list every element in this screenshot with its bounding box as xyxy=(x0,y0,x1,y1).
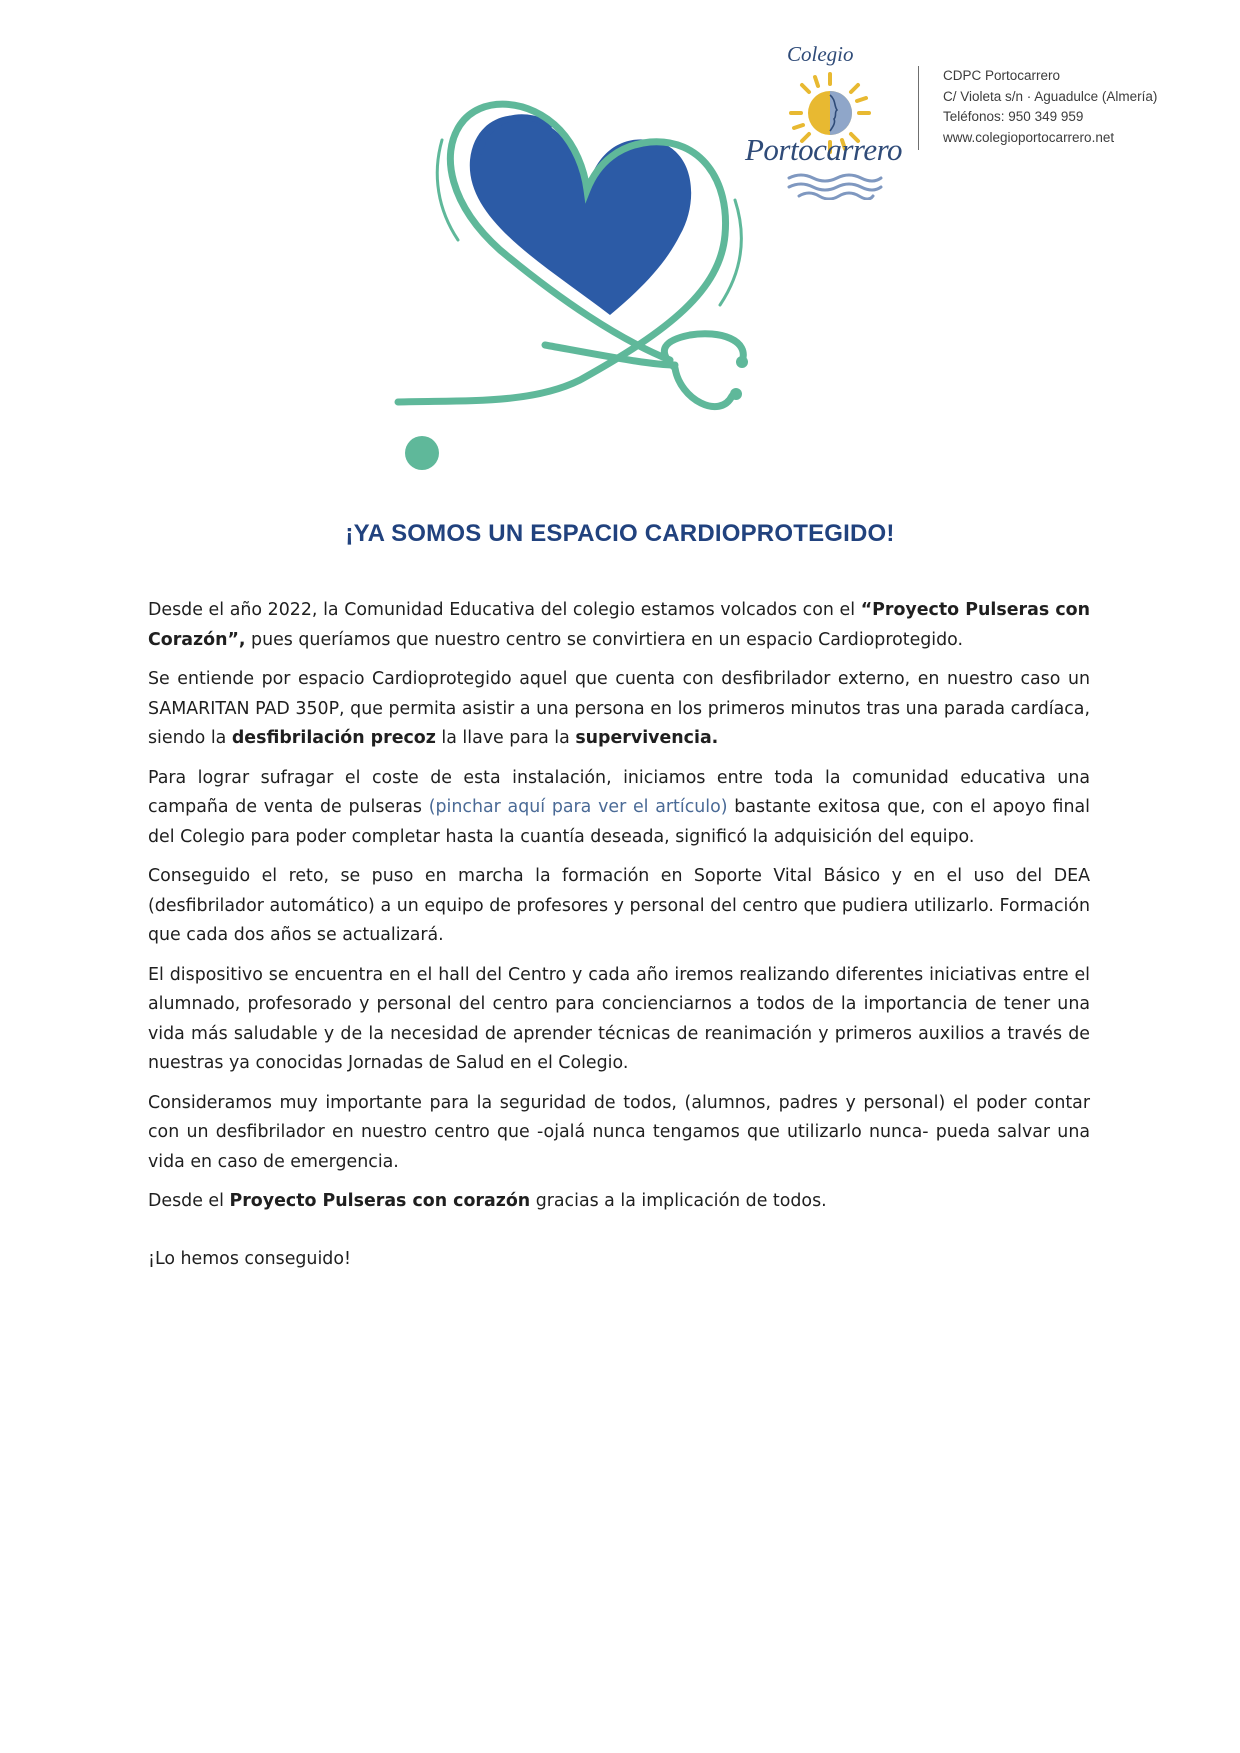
p7-text-a: Desde el xyxy=(148,1191,230,1211)
p3-text-a: Para lograr sufragar el coste de esta instalación, iniciamos entre toda la comunidad educativa una campaña de venta de pulseras xyxy=(148,767,1090,817)
logo-word-colegio: Colegio xyxy=(787,42,854,66)
contact-website-link[interactable]: www.colegioportocarrero.net xyxy=(943,129,1115,145)
p7-project-name: Proyecto Pulseras con corazón xyxy=(229,1191,531,1211)
p2-text-a: Se entiende por espacio Cardioprotegido aquel que cuenta con desfibrilador externo, en nuestro caso un SAMARITAN PAD 350P, que permita asistir a una persona en los primeros minutos tras una parada cardíaca, siendo la xyxy=(148,669,1090,748)
paragraph-6: Consideramos muy importante para la seguridad de todos, (alumnos, padres y personal) el poder contar con un desfibrilador en nuestro centro que -ojalá nunca tengamos que utilizarlo nunca- pueda salvar una vida en caso de emergencia. xyxy=(148,1092,1090,1172)
p1-project-name: “Proyecto Pulseras con Corazón”, xyxy=(148,600,1090,650)
article-link[interactable]: (pinchar aquí para ver el artículo) xyxy=(428,797,728,817)
contact-info xyxy=(943,66,1157,148)
p1-text-a: Desde el año 2022, la Comunidad Educativa del colegio estamos volcados con el xyxy=(148,600,861,620)
closing-line: ¡Lo hemos conseguido! xyxy=(148,1248,351,1269)
p2-bold-survival: supervivencia. xyxy=(575,728,719,748)
p1-text-c: pues queríamos que nuestro centro se convirtiera en un espacio Cardioprotegido. xyxy=(245,629,964,650)
paragraph-5: El dispositivo se encuentra en el hall del Centro y cada año iremos realizando diferentes iniciativas entre el alumnado, profesorado y personal del centro para concienciarnos a todos de la importancia de tener una vida más saludable y de la necesidad de aprender técnicas de reanimación y primeros auxilios a través de nuestras ya conocidas Jornadas de Salud en el Colegio. xyxy=(148,964,1090,1073)
p3-text-b: bastante exitosa que, con el apoyo final del Colegio para poder completar hasta la cuantía deseada, significó la adquisición del equipo. xyxy=(148,797,1090,847)
contact-phone: Teléfonos: 950 349 959 xyxy=(943,109,1084,124)
heart-stethoscope-icon xyxy=(380,100,860,480)
stethoscope-chestpiece-icon xyxy=(402,433,442,473)
logo-word-portocarrero: Portocarrero xyxy=(745,132,903,167)
paragraph-3 xyxy=(148,764,1090,853)
article-body xyxy=(148,596,1090,1284)
paragraph-4: Conseguido el reto, se puso en marcha la formación en Soporte Vital Básico y en el uso del DEA (desfibrilador automático) a un equipo de profesores y personal del centro que pudiera utilizarlo. Formación que cada dos años se actualizará. xyxy=(148,866,1090,945)
p7-text-c: gracias a la implicación de todos. xyxy=(530,1191,827,1211)
paragraph-1 xyxy=(148,596,1090,655)
contact-address: C/ Violeta s/n · Aguadulce (Almería) xyxy=(943,88,1158,104)
page-title: ¡YA SOMOS UN ESPACIO CARDIOPROTEGIDO! xyxy=(345,520,895,547)
paragraph-2 xyxy=(148,665,1090,754)
p2-bold-defib: desfibrilación precoz xyxy=(231,728,436,748)
contact-divider xyxy=(918,66,919,150)
paragraph-7 xyxy=(148,1187,1090,1217)
contact-school-name: CDPC Portocarrero xyxy=(943,68,1061,83)
p2-text-c: la llave para la xyxy=(435,728,576,748)
